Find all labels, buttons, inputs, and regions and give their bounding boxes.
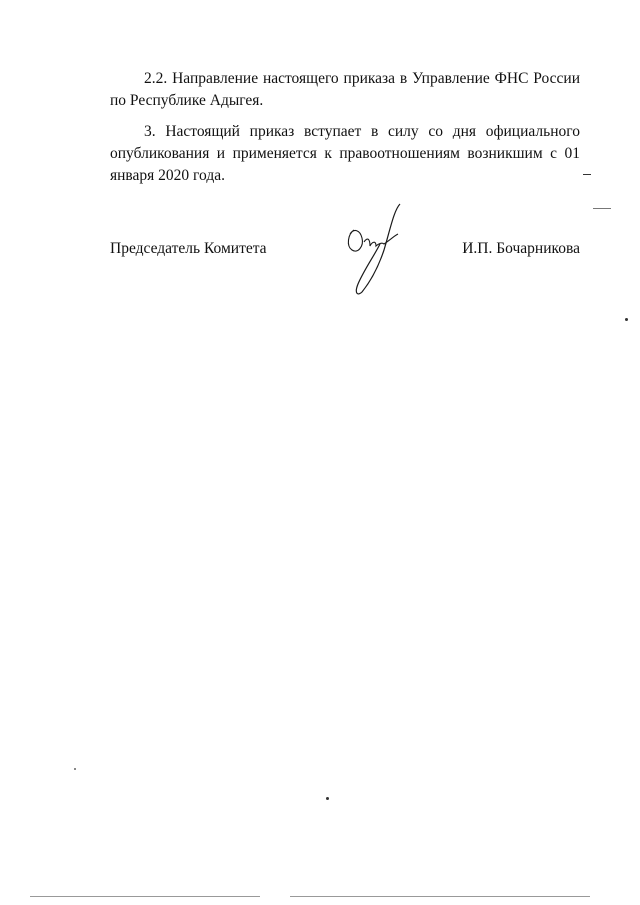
scan-mark: [583, 174, 591, 175]
paragraph-3-text: 3. Настоящий приказ вступает в силу со дня официального опубликования и применяется к правоотношениям возникшим с 01 января 2020 года.: [110, 123, 580, 184]
scan-edge-line: [290, 896, 590, 897]
scan-mark: [593, 208, 611, 209]
signatory-title: Председатель Комитета: [110, 240, 267, 257]
signatory-name: И.П. Бочарникова: [462, 240, 580, 257]
paragraph-2-2-text: 2.2. Направление настоящего приказа в Управление ФНС России по Республике Адыгея.: [110, 70, 580, 109]
scan-mark: [74, 768, 76, 770]
handwritten-signature: [340, 200, 410, 300]
paragraph-2-2: [110, 68, 580, 112]
paragraph-3: [110, 121, 580, 187]
scan-edge-line: [30, 896, 260, 897]
scan-mark: [625, 318, 628, 321]
scan-mark: [326, 797, 329, 800]
